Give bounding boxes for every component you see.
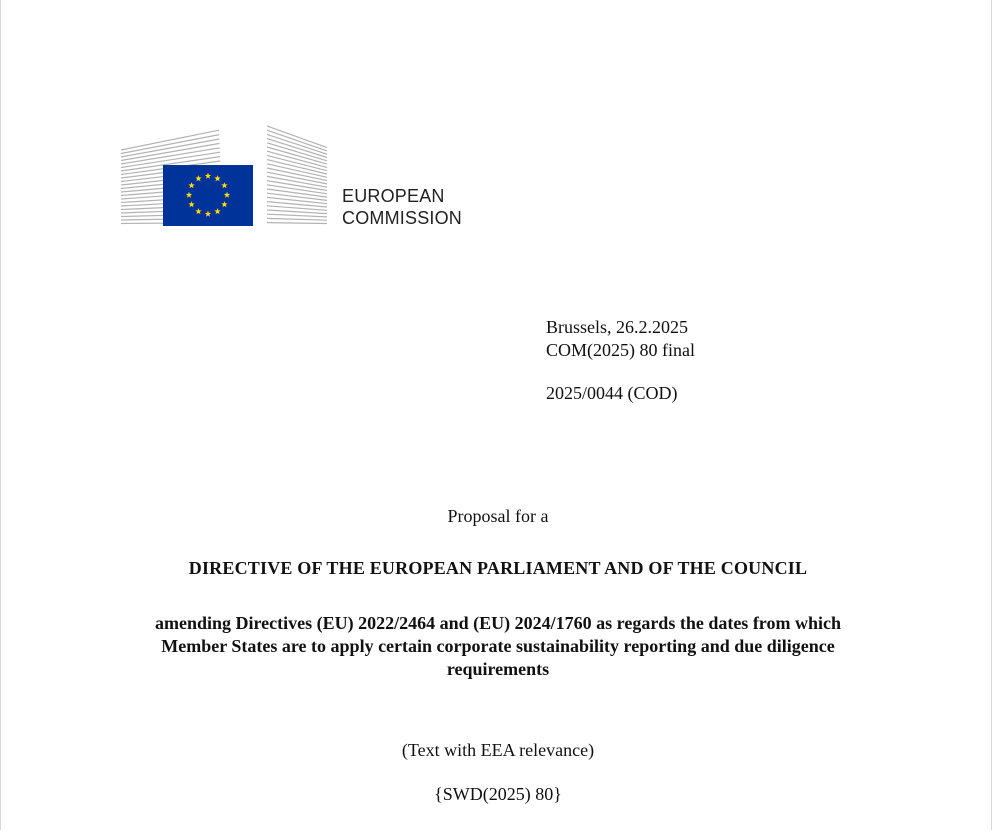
procedure-number: 2025/0044 (COD): [546, 383, 678, 403]
logo-line-commission: COMMISSION: [342, 208, 463, 228]
logo-wordmark: [342, 185, 462, 229]
reference-block: [546, 316, 695, 405]
eea-relevance-note: (Text with EEA relevance): [401, 740, 595, 760]
eu-commission-berlaymont-logo-icon: [119, 122, 334, 232]
place-date: Brussels, 26.2.2025: [546, 317, 689, 337]
page-right-edge: [991, 0, 992, 830]
european-commission-logo: [119, 122, 479, 232]
directive-subtitle: amending Directives (EU) 2022/2464 and (EU) 2024/1760 as regards the dates from which Member States are to apply certain corporate sustainability reporting and due diligence requirements: [155, 613, 841, 679]
page-left-edge: [0, 0, 1, 830]
document-code: COM(2025) 80 final: [546, 340, 695, 360]
proposal-intro: Proposal for a: [447, 506, 549, 526]
swd-reference: {SWD(2025) 80}: [434, 784, 562, 804]
directive-title: DIRECTIVE OF THE EUROPEAN PARLIAMENT AND OF THE COUNCIL: [188, 558, 808, 578]
logo-line-european: EUROPEAN: [342, 186, 445, 206]
